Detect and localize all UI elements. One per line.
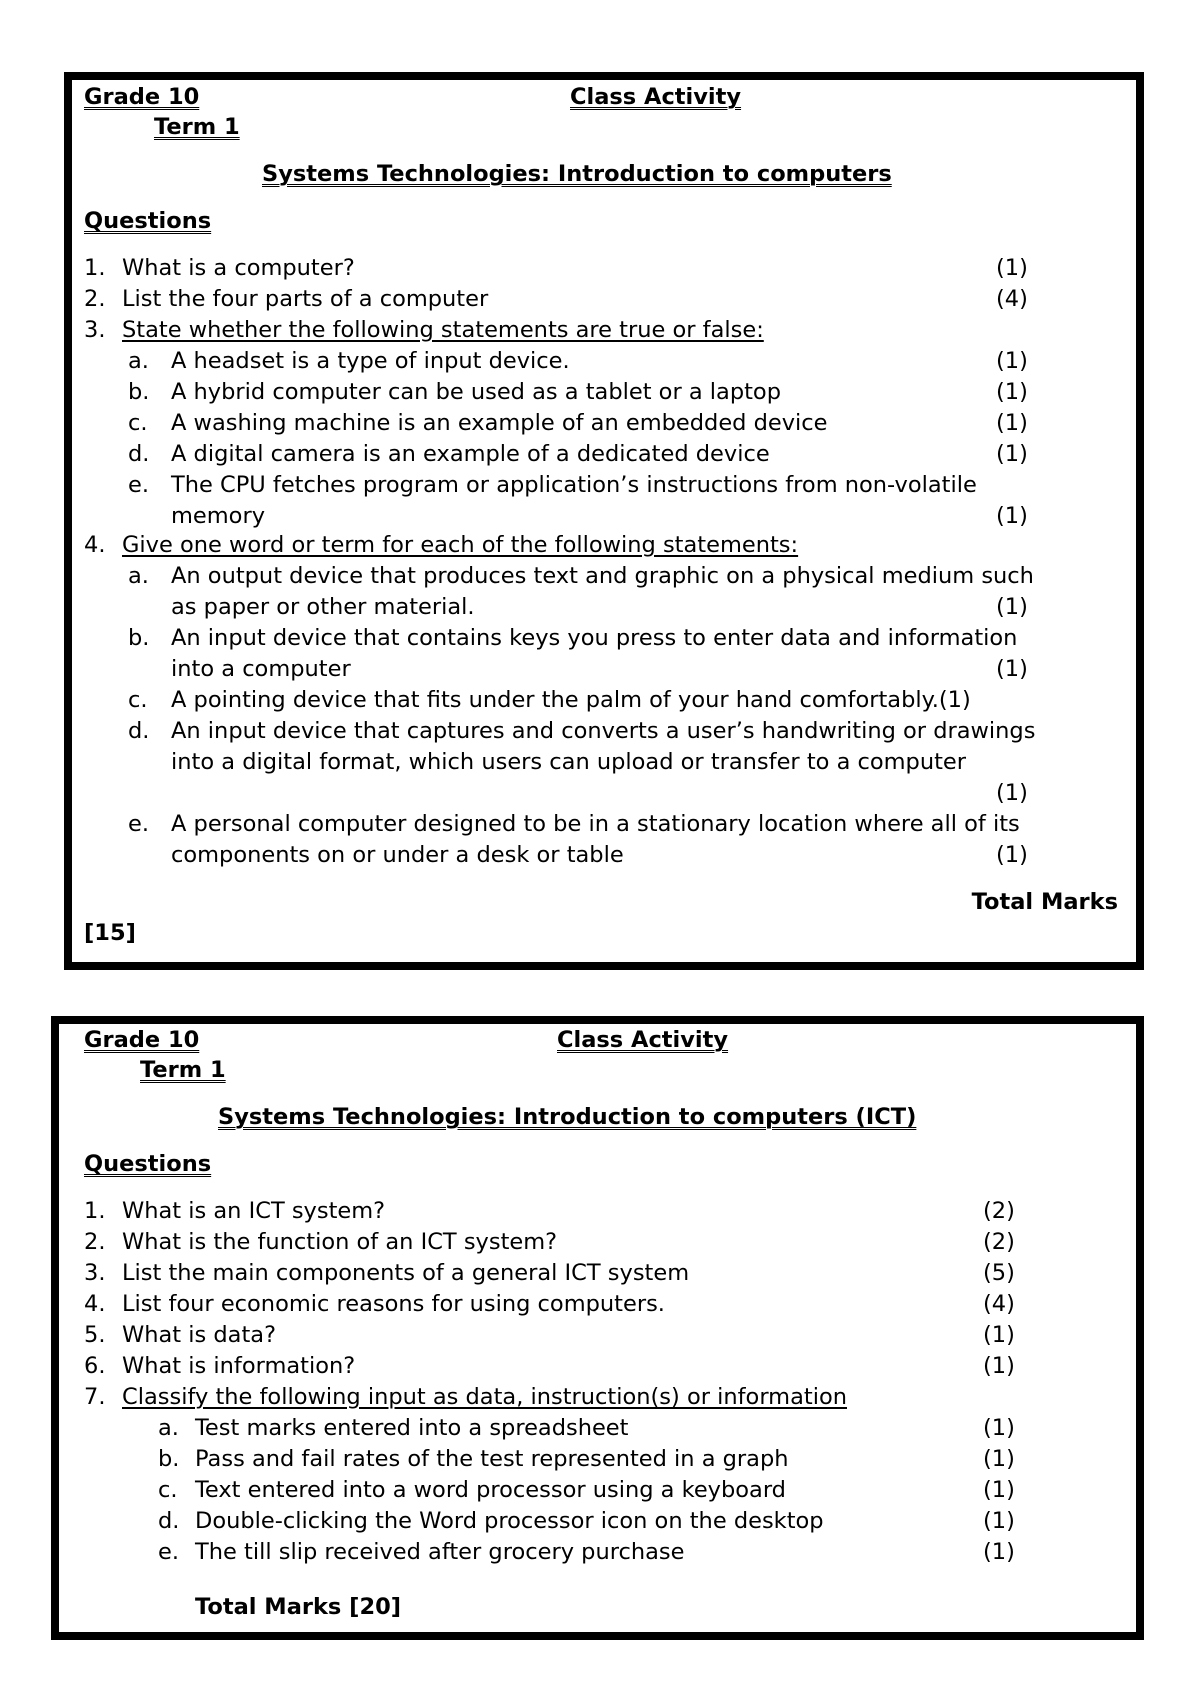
sub-item-mark: (1) [983,1415,1015,1441]
question-mark: (1) [996,255,1028,281]
sub-item-text-continued: into a digital format, which users can upload or transfer to a computer [171,749,967,775]
sub-item-mark: (1) [996,656,1028,682]
sub-item-letter: e. [128,472,149,498]
question-mark: (4) [996,286,1028,312]
sub-item-text: A washing machine is an example of an embedded device [171,410,828,436]
term-label: Term 1 [154,114,240,140]
sub-item-letter: d. [158,1508,180,1534]
sub-item-letter: b. [128,625,150,651]
sub-item-mark: (1) [983,1508,1015,1534]
class-activity-label: Class Activity [570,84,742,110]
sub-item-text: A headset is a type of input device. [171,348,570,374]
question-mark: (1) [983,1322,1015,1348]
question-number: 5. [84,1322,106,1348]
activity-title: Systems Technologies: Introduction to computers (ICT) [218,1104,917,1130]
sub-item-letter: d. [128,718,150,744]
sub-item-text: Pass and fail rates of the test represented in a graph [195,1446,789,1472]
grade-label: Grade 10 [84,84,200,110]
question-number: 6. [84,1353,106,1379]
question-mark: (4) [983,1291,1015,1317]
sub-item-mark: (1) [996,410,1028,436]
sub-item-letter: c. [158,1477,178,1503]
sub-item-letter: c. [128,410,148,436]
question-number: 4. [84,1291,106,1317]
sub-item-mark: (1) [996,348,1028,374]
sub-item-text: Test marks entered into a spreadsheet [195,1415,629,1441]
sub-item-text-continued: components on or under a desk or table [171,842,624,868]
sub-item-letter: d. [128,441,150,467]
question-text: What is a computer? [122,255,355,281]
question-number: 1. [84,1198,106,1224]
question-text: What is the function of an ICT system? [122,1229,558,1255]
sub-item-letter: a. [158,1415,179,1441]
question-number: 2. [84,286,106,312]
class-activity-label: Class Activity [557,1027,729,1053]
sub-item-text: The CPU fetches program or application’s instructions from non-volatile [171,472,977,498]
sub-item-text-continued: into a computer [171,656,351,682]
activity-title: Systems Technologies: Introduction to computers [262,161,892,187]
sub-item-text: An output device that produces text and graphic on a physical medium such [171,563,1034,589]
total-marks-value: [15] [84,920,136,946]
sub-item-text: An input device that captures and converts a user’s handwriting or drawings [171,718,1036,744]
sub-item-letter: a. [128,348,149,374]
question-text: List the four parts of a computer [122,286,489,312]
sub-item-letter: a. [128,563,149,589]
sub-item-text: Text entered into a word processor using a keyboard [195,1477,786,1503]
question-text: Classify the following input as data, instruction(s) or information [122,1384,847,1410]
question-number: 4. [84,532,106,558]
sub-item-text: A hybrid computer can be used as a tablet or a laptop [171,379,781,405]
sub-item-text: Double-clicking the Word processor icon on the desktop [195,1508,824,1534]
sub-item-text: A personal computer designed to be in a stationary location where all of its [171,811,1020,837]
question-text: What is an ICT system? [122,1198,386,1224]
questions-heading: Questions [84,208,212,234]
questions-heading: Questions [84,1151,212,1177]
question-mark: (2) [983,1229,1015,1255]
sub-item-mark: (1) [996,780,1028,806]
question-mark: (2) [983,1198,1015,1224]
sub-item-text: A pointing device that fits under the palm of your hand comfortably.(1) [171,687,971,713]
question-number: 1. [84,255,106,281]
sub-item-letter: b. [158,1446,180,1472]
sub-item-text: A digital camera is an example of a dedicated device [171,441,770,467]
question-number: 3. [84,317,106,343]
question-text: List the main components of a general ICT system [122,1260,690,1286]
grade-label: Grade 10 [84,1027,200,1053]
sub-item-mark: (1) [996,594,1028,620]
sub-item-mark: (1) [983,1446,1015,1472]
sub-item-letter: e. [128,811,149,837]
question-text: List four economic reasons for using computers. [122,1291,665,1317]
question-text: What is information? [122,1353,356,1379]
term-label: Term 1 [140,1057,226,1083]
question-mark: (5) [983,1260,1015,1286]
question-text: Give one word or term for each of the following statements: [122,532,799,558]
question-number: 7. [84,1384,106,1410]
question-number: 2. [84,1229,106,1255]
sub-item-mark: (1) [983,1477,1015,1503]
total-marks-label: Total Marks [971,889,1118,915]
question-mark: (1) [983,1353,1015,1379]
question-text: State whether the following statements are true or false: [122,317,764,343]
sub-item-mark: (1) [996,441,1028,467]
sub-item-letter: c. [128,687,148,713]
total-marks: Total Marks [20] [195,1594,402,1620]
sub-item-text: An input device that contains keys you press to enter data and information [171,625,1018,651]
sub-item-mark: (1) [996,379,1028,405]
sub-item-text-continued: as paper or other material. [171,594,475,620]
sub-item-text-continued: memory [171,503,266,529]
question-number: 3. [84,1260,106,1286]
sub-item-mark: (1) [996,503,1028,529]
sub-item-mark: (1) [983,1539,1015,1565]
sub-item-letter: b. [128,379,150,405]
question-text: What is data? [122,1322,277,1348]
sub-item-text: The till slip received after grocery purchase [195,1539,685,1565]
sub-item-mark: (1) [996,842,1028,868]
sub-item-letter: e. [158,1539,179,1565]
